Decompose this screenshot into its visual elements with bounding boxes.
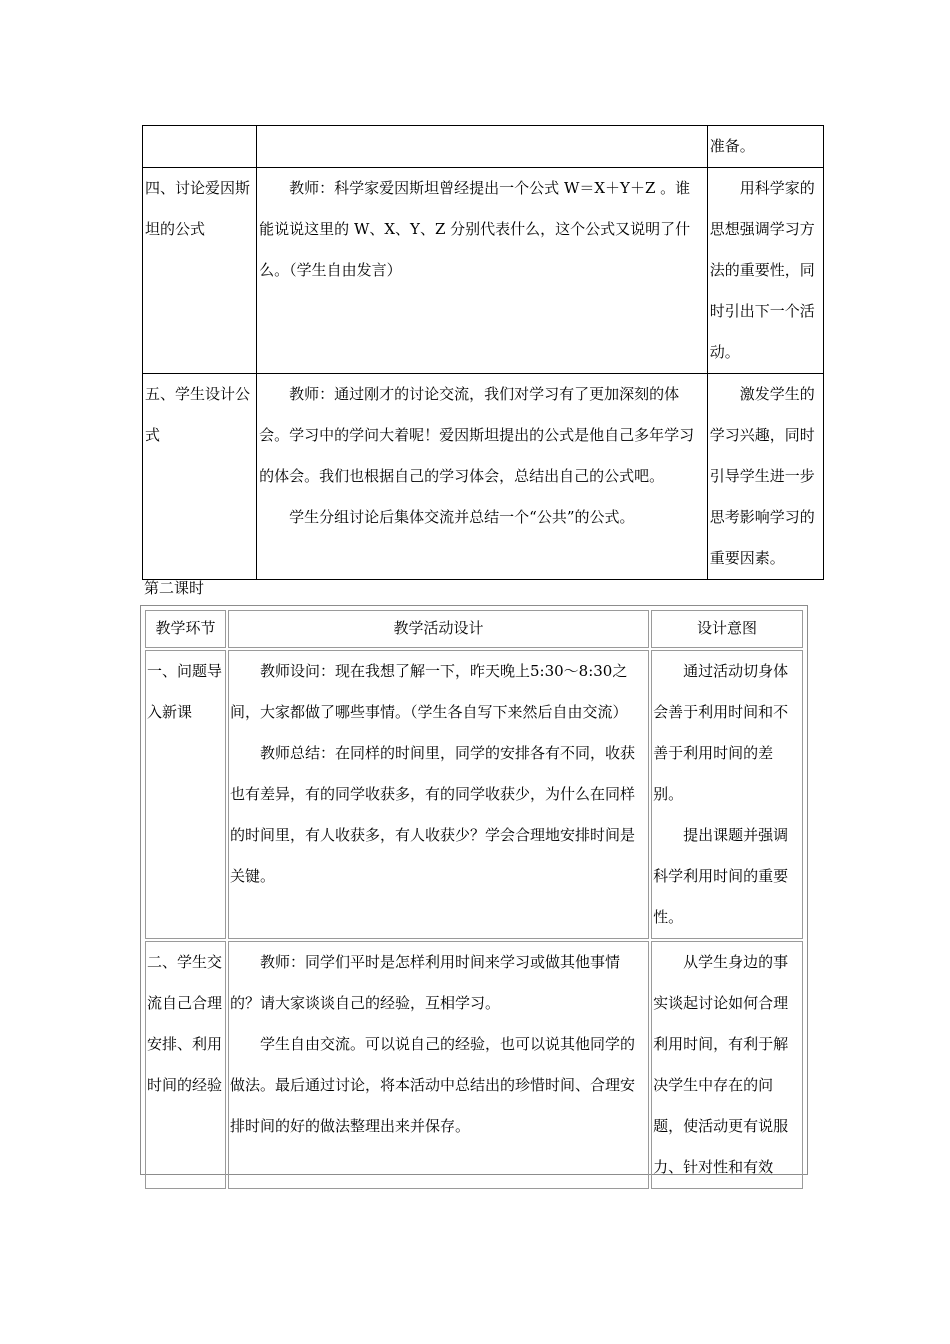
- lesson-plan-table-1: [142, 125, 824, 580]
- intent-text: 通过活动切身体会善于利用时间和不善于利用时间的差别。: [653, 662, 789, 803]
- intent-text: 用科学家的思想强调学习方法的重要性，同时引出下一个活动。: [709, 179, 815, 361]
- table-row: [145, 941, 803, 1189]
- stage-cell: 五、学生设计公式: [143, 374, 257, 580]
- lesson-plan-table-2-frame: [140, 605, 808, 1175]
- intent-cell: [707, 126, 823, 168]
- stage-cell: [143, 126, 257, 168]
- header-stage: 教学环节: [145, 610, 226, 648]
- intent-text: 准备。: [709, 137, 755, 155]
- lesson-plan-table-2: [143, 608, 805, 1191]
- header-activity: 教学活动设计: [228, 610, 649, 648]
- activity-text: 教师设问：现在我想了解一下，昨天晚上5:30～8:30之间，大家都做了哪些事情。（学生各自写下来然后自由交流）: [229, 662, 628, 721]
- table-row: [145, 650, 803, 939]
- intent-text: 从学生身边的事实谈起讨论如何合理利用时间，有利于解决学生中存在的问题，使活动更有说服力、针对性和有效: [653, 953, 789, 1176]
- table-row: [143, 168, 824, 374]
- activity-text: 学生分组讨论后集体交流并总结一个“公共”的公式。: [289, 508, 635, 526]
- header-intent: 设计意图: [651, 610, 803, 648]
- activity-text: 教师：通过刚才的讨论交流，我们对学习有了更加深刻的体会。学习中的学问大着呢！爱因斯坦提出的公式是他自己多年学习的体会。我们也根据自己的学习体会，总结出自己的公式吧。: [259, 385, 695, 485]
- stage-cell: 四、讨论爱因斯坦的公式: [143, 168, 257, 374]
- stage-cell: 二、学生交流自己合理安排、利用时间的经验: [145, 941, 226, 1189]
- section-title: 第二课时: [144, 579, 205, 597]
- activity-cell: [257, 126, 708, 168]
- activity-cell: [257, 374, 708, 580]
- stage-cell: 一、问题导入新课: [145, 650, 226, 939]
- activity-cell: [228, 941, 649, 1189]
- activity-cell: [228, 650, 649, 939]
- intent-text: 激发学生的学习兴趣，同时引导学生进一步思考影响学习的重要因素。: [709, 385, 815, 567]
- activity-text: 教师：科学家爱因斯坦曾经提出一个公式 W＝X＋Y＋Z 。谁能说说这里的 W、X、Y、Z 分别代表什么，这个公式又说明了什么。（学生自由发言）: [259, 179, 691, 279]
- table-header-row: [145, 610, 803, 648]
- table-row: [143, 126, 824, 168]
- intent-text: 提出课题并强调科学利用时间的重要性。: [653, 826, 789, 926]
- intent-cell: [651, 650, 803, 939]
- intent-cell: [707, 374, 823, 580]
- intent-cell: [707, 168, 823, 374]
- activity-text: 学生自由交流。可以说自己的经验，也可以说其他同学的做法。最后通过讨论，将本活动中总结出的珍惜时间、合理安排时间的好的做法整理出来并保存。: [229, 1035, 635, 1135]
- activity-text: 教师总结：在同样的时间里，同学的安排各有不同，收获也有差异，有的同学收获多，有的同学收获少，为什么在同样的时间里，有人收获多，有人收获少？学会合理地安排时间是关键。: [229, 744, 635, 885]
- activity-text: 教师：同学们平时是怎样利用时间来学习或做其他事情的？请大家谈谈自己的经验，互相学习。: [229, 953, 620, 1012]
- table-row: [143, 374, 824, 580]
- activity-cell: [257, 168, 708, 374]
- intent-cell: [651, 941, 803, 1189]
